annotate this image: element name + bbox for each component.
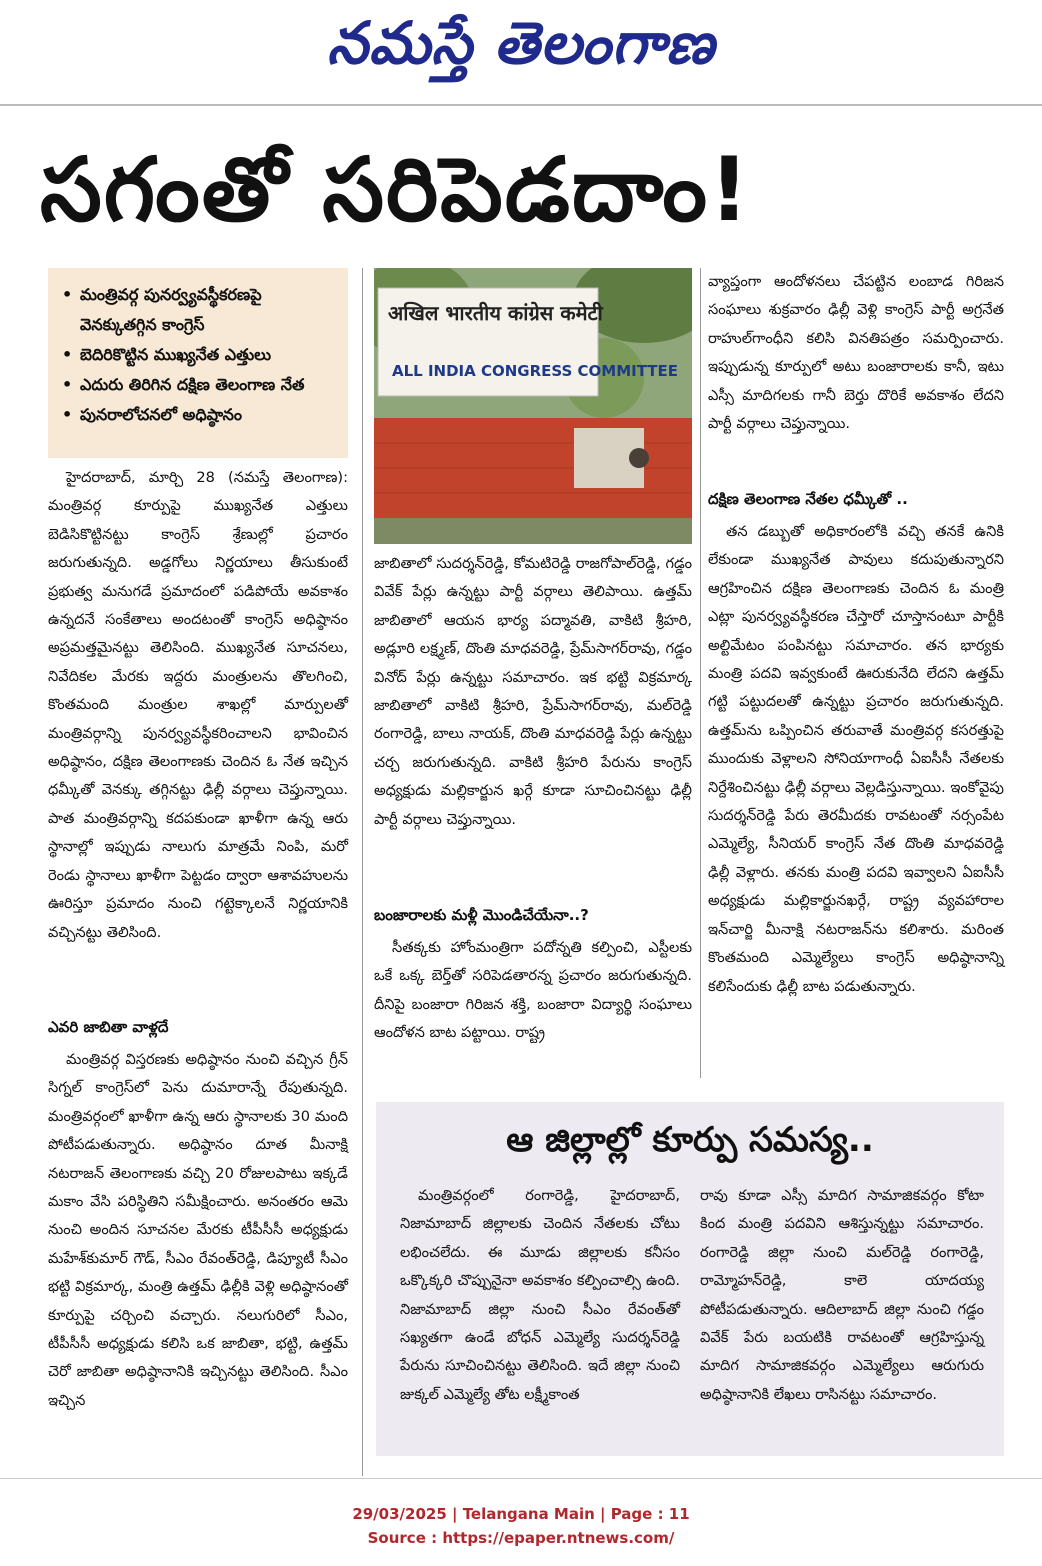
column-1: [48, 464, 348, 947]
sidebar-box-left: [400, 1182, 680, 1409]
sidebar-box-right: [700, 1182, 984, 1409]
footer-source-link[interactable]: Source : https://epaper.ntnews.com/: [367, 1529, 675, 1547]
sign-english: ALL INDIA CONGRESS COMMITTEE: [392, 362, 679, 380]
masthead-divider: [0, 104, 1042, 106]
column-1-continued: [48, 1046, 348, 1415]
highlight-item: వెనక్కుతగ్గిన కాంగ్రెస్: [80, 315, 205, 334]
article-paragraph: మంత్రివర్గంలో రంగారెడ్డి, హైదరాబాద్, నిజామాబాద్ జిల్లాలకు చెందిన నేతలకు చోటు లభించలేదు. ఈ మూడు జిల్లాలకు కనీసం ఒక్కొక్కరి చొప్పునైనా అవకాశం కల్పించాల్సి ఉంది. నిజామాబాద్ జిల్లా నుంచి సీఎం రేవంత్‌తో సఖ్యతగా ఉండే బోధన్ ఎమ్మెల్యే సుదర్శన్‌రెడ్డి పేరును సూచించినట్టు తెలిసింది. ఇదే జిల్లా నుంచి జుక్కల్ ఎమ్మెల్యే తోట లక్ష్మీకాంత: [400, 1187, 680, 1403]
footer-date-line: 29/03/2025 | Telangana Main | Page : 11: [352, 1505, 690, 1523]
article-paragraph: రావు కూడా ఎస్సీ మాదిగ సామాజికవర్గం కోటా కింద మంత్రి పదవిని ఆశిస్తున్నట్టు సమాచారం. రంగారెడ్డి జిల్లా నుంచి మల్‌రెడ్డి రంగారెడ్డి, రామ్మోహన్‌రెడ్డి, కాలె యాదయ్య పోటీపడుతున్నారు. ఆదిలాబాద్ జిల్లా నుంచి గడ్డం వివేక్ పేరు బయటికి రావటంతో ఆగ్రహిస్తున్న మాదిగ సామాజికవర్గం ఎమ్మెల్యేలు ఆరుగురు అధిష్ఠానానికి లేఖలు రాసినట్టు సమాచారం.: [700, 1187, 984, 1403]
sidebar-box-title: ఆ జిల్లాల్లో కూర్పు సమస్య..: [506, 1120, 874, 1160]
article-paragraph: జాబితాలో సుదర్శన్‌రెడ్డి, కోమటిరెడ్డి రాజగోపాల్‌రెడ్డి, గడ్డం వివేక్ పేర్లు ఉన్నట్టు పార్టీ వర్గాలు తెలిపాయి. ఉత్తమ్ జాబితాలో ఆయన భార్య పద్మావతి, వాకిటి శ్రీహరి, అడ్లూరి లక్ష్మణ్, దొంతి మాధవరెడ్డి, ప్రేమ్‌సాగర్‌రావు, గడ్డం వినోద్ పేర్లు ఉన్నట్టు సమాచారం. ఇక భట్టి విక్రమార్క జాబితాలో వాకిటి శ్రీహరి, ప్రేమ్‌సాగర్‌రావు, మల్‌రెడ్డి రంగారెడ్డి, బాలు నాయక్, దొంతి మాధవరెడ్డి పేర్లు ఉన్నట్టు చర్చ జరుగుతున్నది. వాకిటి శ్రీహరి పేరును కాంగ్రెస్ అధ్యక్షుడు మల్లికార్జున ఖర్గే కూడా సూచించినట్టు ఢిల్లీ పార్టీ వర్గాలు చెప్తున్నాయి.: [374, 555, 692, 828]
article-paragraph: సీతక్కకు హోంమంత్రిగా పదోన్నతి కల్పించి, ఎస్టీలకు ఒకే ఒక్క బెర్త్‌తో సరిపెడతారన్న ప్రచారం జరుగుతున్నది. దీనిపై బంజారా గిరిజన శక్తి, బంజారా విద్యార్థి సంఘాలు ఆందోళన బాట పట్టాయి. రాష్ట్ర: [374, 939, 692, 1042]
article-paragraph: మంత్రివర్గ విస్తరణకు అధిష్ఠానం నుంచి వచ్చిన గ్రీన్ సిగ్నల్ కాంగ్రెస్‌లో పెను దుమారాన్నే రేపుతున్నది. మంత్రివర్గంలో ఖాళీగా ఉన్న ఆరు స్థానాలకు 30 మంది పోటీపడుతున్నారు. అధిష్ఠానం దూత మీనాక్షి నటరాజన్ తెలంగాణకు వచ్చి 20 రోజులపాటు ఇక్కడే మకాం వేసి పరిస్థితిని సమీక్షించారు. అనంతరం ఆమె నుంచి అందిన సూచనల మేరకు టీపీసీసీ అధ్యక్షుడు మహేశ్‌కుమార్ గౌడ్, సీఎం రేవంత్‌రెడ్డి, డిప్యూటీ సీఎం భట్టి విక్రమార్క, మంత్రి ఉత్తమ్ ఢిల్లీకి వెళ్లి అధిష్ఠానంతో కూర్పుపై చర్చించి వచ్చారు. నలుగురిలో సీఎం, టీపీసీసీ అధ్యక్షుడు కలిసి ఒక జాబితా, భట్టి, ఉత్తమ్ చెరో జాబితా అధిష్ఠానానికి ఇచ్చినట్టు తెలిసింది. సీఎం ఇచ్చిన: [48, 1051, 348, 1409]
subhead: దక్షిణ తెలంగాణ నేతల ధమ్కీతో ..: [708, 490, 908, 508]
highlights-box: [48, 268, 348, 458]
column-3: [708, 268, 1004, 438]
column-divider: [700, 268, 701, 1078]
aicc-office-photo: [374, 268, 692, 544]
column-2: [374, 550, 692, 834]
highlight-item: • మంత్రివర్గ పునర్వ్యవస్థీకరణపై: [62, 280, 338, 310]
subhead: ఎవరి జాబితా వాళ్లదే: [48, 1018, 169, 1036]
article-paragraph: హైదరాబాద్, మార్చి 28 (నమస్తే తెలంగాణ): మంత్రివర్గ కూర్పుపై ముఖ్యనేత ఎత్తులు బెడిసికొట్టినట్టు కాంగ్రెస్ శ్రేణుల్లో ప్రచారం జరుగుతున్నది. అడ్డగోలు నిర్ణయాలు తీసుకుంటే ప్రభుత్వ మనుగడే ప్రమాదంలో పడిపోయే అవకాశం ఉన్నదనే సంకేతాలు అందటంతో కాంగ్రెస్ అధిష్ఠానం అప్రమత్తమైనట్టు తెలిసింది. ముఖ్యనేత సూచనలు, నివేదికల మేరకు ఇద్దరు మంత్రులను తొలగించి, కొంతమంది మంత్రుల శాఖల్లో మార్పులతో మంత్రివర్గాన్ని పునర్వ్యవస్థీకరించాలని భావించిన అధిష్ఠానం, దక్షిణ తెలంగాణకు చెందిన ఓ నేత ఇచ్చిన ధమ్కీతో వెనక్కు తగ్గినట్టు ఢిల్లీ వర్గాలు చెప్తున్నాయి. పాత మంత్రివర్గాన్ని కదపకుండా ఖాళీగా ఉన్న ఆరు స్థానాల్లో ఇప్పుడు నాలుగు మాత్రమే నింపి, మరో రెండు స్థానాలు ఖాళీగా పెట్టడం ద్వారా ఆశావహులను ఊరిస్తూ ప్రమాదం నుంచి గట్టెక్కాలనే నిర్ణయానికి వచ్చినట్టు తెలిసింది.: [48, 469, 348, 941]
masthead: [0, 0, 1042, 100]
newspaper-logo: నమస్తే తెలంగాణ: [327, 9, 715, 77]
footer: [0, 1502, 1042, 1550]
highlight-item: • పునరాలోచనలో అధిష్ఠానం: [62, 400, 338, 430]
highlight-item: • బెదిరికొట్టిన ముఖ్యనేత ఎత్తులు: [62, 340, 338, 370]
article-paragraph: తన డబ్బుతో అధికారంలోకి వచ్చి తనకే ఉనికి లేకుండా ముఖ్యనేత పావులు కదుపుతున్నారని ఆగ్రహించిన దక్షిణ తెలంగాణకు చెందిన ఓ మంత్రి ఎట్లా పునర్వ్యవస్థీకరణ చేస్తారో చూస్తానంటూ పార్టీకి అల్టిమేటం పంపినట్టు సమాచారం. తన భార్యకు మంత్రి పదవి ఇవ్వకుంటే ఊరుకునేది లేదని ఉత్తమ్ గట్టి పట్టుదలతో ఉన్నట్టు ప్రచారం జరుగుతున్నది. ఉత్తమ్‌ను ఒప్పించిన తరువాతే మంత్రివర్గ కసరత్తుపై ముందుకు వెళ్లాలని సోనియాగాంధీ ఏఐసీసీ నేతలకు నిర్దేశించినట్టు ఢిల్లీ వర్గాలు వెల్లడిస్తున్నాయి. ఇంకోవైపు సుదర్శన్‌రెడ్డి పేరు తెరమీదకు రావటంతో నర్సంపేట ఎమ్మెల్యే, సీనియర్ కాంగ్రెస్ నేత దొంతి మాధవరెడ్డి ఢిల్లీ వెళ్లారు. తనకు మంత్రి పదవి ఇవ్వాలని ఏఐసీసీ అధ్యక్షుడు మల్లికార్జునఖర్గే, రాష్ట్ర వ్యవహారాల ఇన్‌చార్జి మీనాక్షి నటరాజన్‌ను కలిశారు. మరింత కొంతమంది ఎమ్మెల్యేలు కాంగ్రెస్ అధిష్ఠానాన్ని కలిసేందుకు ఢిల్లీ బాట పడుతున్నారు.: [708, 523, 1004, 995]
headline: సగంతో సరిపెడదాం!: [40, 138, 752, 241]
footer-divider: [0, 1478, 1042, 1479]
column-3-continued: [708, 518, 1004, 1001]
sign-hindi: अखिल भारतीय कांग्रेस कमेटी: [388, 301, 603, 325]
highlight-item: • ఎదురు తిరిగిన దక్షిణ తెలంగాణ నేత: [62, 370, 338, 400]
article-paragraph: వ్యాప్తంగా ఆందోళనలు చేపట్టిన లంబాడ గిరిజన సంఘాలు శుక్రవారం ఢిల్లీ వెళ్లి కాంగ్రెస్ పార్టీ అగ్రనేత రాహుల్‌గాంధీని కలిసి వినతిపత్రం సమర్పించారు. ఇప్పుడున్న కూర్పులో అటు బంజారాలకు కానీ, ఇటు ఎస్సీ మాదిగలకు గానీ బెర్తు దొరికే అవకాశం లేదని పార్టీ వర్గాలు చెప్తున్నాయి.: [708, 273, 1004, 433]
sidebar-box: [376, 1102, 1004, 1456]
column-2-continued: [374, 934, 692, 1048]
column-divider: [362, 268, 363, 1476]
subhead: బంజారాలకు మళ్లీ మొండిచేయేనా..?: [374, 906, 589, 924]
aicc-photo-illustration: [374, 268, 692, 544]
